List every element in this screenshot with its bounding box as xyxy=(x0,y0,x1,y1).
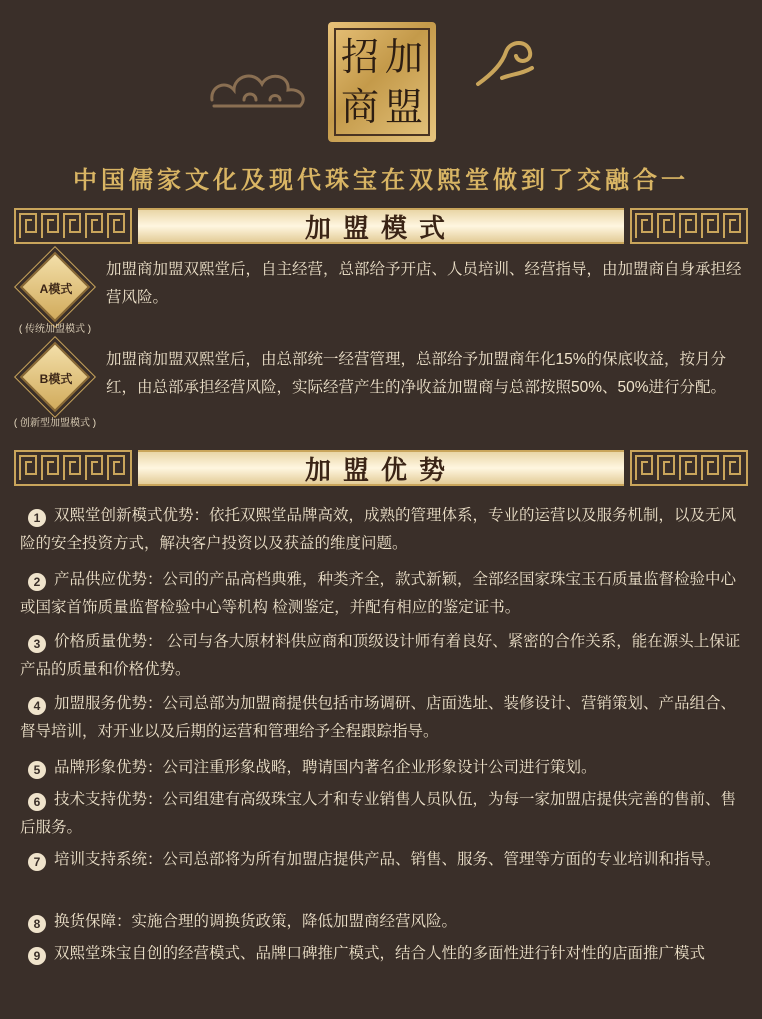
seal-char: 招 xyxy=(340,35,379,79)
number-badge: 4 xyxy=(28,697,46,715)
number-badge: 6 xyxy=(28,793,46,811)
mode-badge-label: A模式 xyxy=(39,281,73,296)
advantage-item xyxy=(20,908,744,936)
mode-a-badge xyxy=(18,250,94,326)
mode-description: 加盟商加盟双熙堂后，自主经营，总部给予开店、人员培训、经营指导，由加盟商自身承担经营风险。 xyxy=(106,261,742,306)
cloud-left-icon xyxy=(204,60,314,112)
fret-pattern-icon xyxy=(630,208,748,244)
seal-char: 商 xyxy=(340,85,379,129)
number-badge: 5 xyxy=(28,761,46,779)
cloud-right-icon xyxy=(472,34,542,90)
fret-pattern-icon xyxy=(14,208,132,244)
advantage-item xyxy=(20,628,744,684)
advantage-text: 产品供应优势：公司的产品高档典雅，种类齐全，款式新颖，全部经国家珠宝玉石质量监督检验中心或国家首饰质量监督检验中心等机构 检测鉴定，并配有相应的鉴定证书。 xyxy=(20,571,737,616)
advantage-item xyxy=(20,502,744,558)
seal-char: 加 xyxy=(384,35,423,79)
seal-char: 盟 xyxy=(384,85,423,129)
advantage-text: 加盟服务优势：公司总部为加盟商提供包括市场调研、店面选址、装修设计、营销策划、产品组合、督导培训，对开业以及后期的运营和管理给予全程跟踪指导。 xyxy=(20,695,737,740)
advantage-text: 双熙堂珠宝自创的经营模式、品牌口碑推广模式，结合人性的多面性进行针对性的店面推广模式 xyxy=(54,945,706,962)
advantage-text: 价格质量优势： 公司与各大原材料供应商和顶级设计师有着良好、紧密的合作关系，能在源头上保证产品的质量和价格优势。 xyxy=(20,633,741,678)
section-title: 加盟优势 xyxy=(138,450,624,486)
seal-logo xyxy=(328,22,436,142)
section-title: 加盟模式 xyxy=(138,208,624,244)
advantage-item xyxy=(20,846,744,874)
section-banner-mode xyxy=(14,208,748,244)
number-badge: 8 xyxy=(28,915,46,933)
advantage-item xyxy=(20,940,744,968)
seal-characters xyxy=(338,32,426,132)
section-banner-advantages xyxy=(14,450,748,486)
advantage-text: 品牌形象优势：公司注重形象战略，聘请国内著名企业形象设计公司进行策划。 xyxy=(54,759,597,776)
advantage-text: 双熙堂创新模式优势：依托双熙堂品牌高效，成熟的管理体系，专业的运营以及服务机制，以及无风险的安全投资方式，解决客户投资以及获益的维度问题。 xyxy=(20,507,737,552)
advantage-text: 换货保障：实施合理的调换货政策，降低加盟商经营风险。 xyxy=(54,913,458,930)
fret-pattern-icon xyxy=(14,450,132,486)
advantage-item xyxy=(20,566,744,622)
mode-subtitle: ( 传统加盟模式 ) xyxy=(18,324,92,335)
mode-b-badge xyxy=(18,340,94,416)
number-badge: 1 xyxy=(28,509,46,527)
number-badge: 9 xyxy=(28,947,46,965)
advantage-item xyxy=(20,754,744,782)
mode-description: 加盟商加盟双熙堂后，由总部统一经营管理，总部给予加盟商年化15%的保底收益，按月分红，由总部承担经营风险，实际经营产生的净收益加盟商与总部按照50%、50%进行分配。 xyxy=(106,351,727,396)
number-badge: 3 xyxy=(28,635,46,653)
number-badge: 2 xyxy=(28,573,46,591)
fret-pattern-icon xyxy=(630,450,748,486)
tagline: 中国儒家文化及现代珠宝在双熙堂做到了交融合一 xyxy=(73,165,689,194)
advantage-text: 技术支持优势：公司组建有高级珠宝人才和专业销售人员队伍，为每一家加盟店提供完善的售前、售后服务。 xyxy=(20,791,737,836)
mode-badge-label: B模式 xyxy=(39,371,73,386)
advantage-text: 培训支持系统：公司总部将为所有加盟店提供产品、销售、服务、管理等方面的专业培训和指导。 xyxy=(54,851,721,868)
advantage-item xyxy=(20,786,744,842)
mode-subtitle: ( 创新型加盟模式 ) xyxy=(13,418,97,429)
advantage-item xyxy=(20,690,744,746)
number-badge: 7 xyxy=(28,853,46,871)
